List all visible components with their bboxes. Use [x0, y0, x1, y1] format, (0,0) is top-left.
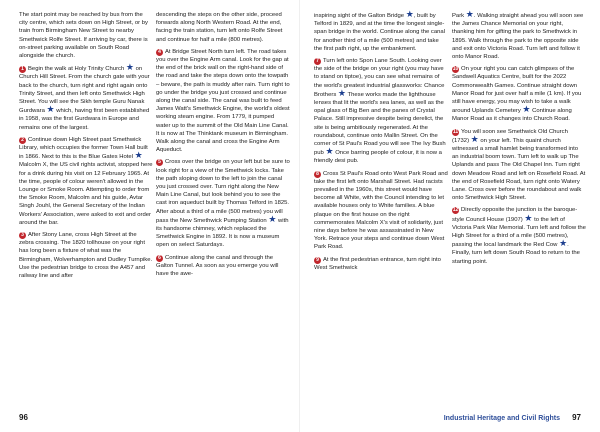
step-number-marker: 6: [156, 255, 163, 262]
step-number-marker: 3: [19, 232, 26, 239]
page-number-right: 97: [572, 413, 581, 422]
column-1: [19, 11, 153, 284]
step-number-marker: 5: [156, 159, 163, 166]
step-number-marker: 4: [156, 49, 163, 56]
right-page: [300, 0, 600, 432]
page-number-left: 96: [19, 413, 28, 422]
column-2: [156, 11, 290, 282]
star-icon: ★: [405, 9, 414, 19]
step-12: 12 Directly opposite the junction is the baroque-style Council House (1907) ★ to the left of Victoria Park War Memorial. Turn left and follow the High Street for a third of a mile (500 metres), passing the local landmark the Red Cow ★. Finally, turn left down South Road to return to the starting point.: [452, 207, 586, 265]
star-icon: ★: [268, 213, 277, 224]
star-icon: ★: [522, 104, 531, 115]
step-number-marker: 9: [314, 257, 321, 264]
intro-paragraph: The start point may be reached by bus from the city centre, which sets down on High Street, or by train from Birmingham New Street to nearby Smethwick Rolfe Street. If arriving by car, there is on-street parking available on South Road alongside the church.: [19, 12, 148, 60]
step-number-marker: 11: [452, 128, 459, 135]
step-1: 1 Begin the walk at Holy Trinity Church ★ on Church Hill Street. From the church gate with your back to the church, turn right and right again onto Trinity Street, and then left onto Smethwick High Street. You will see the Sikh temple Guru Nanak Gurdwara ★ which, having first been established in 1958, was the first Gurdwara in Europe and remains one of the largest.: [19, 62, 150, 131]
step-number-marker: 2: [19, 137, 26, 144]
step-3-continued: descending the steps on the other side, proceed forwards along North Western Road. At the end, facing the train station, turn left onto Rolfe Street and continue for half a mile (800 metres).: [156, 12, 283, 43]
step-2: 2 Continue down High Street past Smethwick Library, which occupies the former Town Hall built in 1866. Next to this is the Blue Gates Hotel ★ Malcolm X, the US civil rights activist, stopped here for a drink during his visit on 12 February 1965. At the time, people of colour weren't allowed in the Lounge or Smoke Room. Attempting to order from the Smoke Room, Malcolm and his guide, Avtar Singh Jouhl, the General Secretary of the Indian Workers' Association, were asked to exit and order around the bar.: [19, 136, 153, 226]
star-icon: ★: [524, 212, 533, 223]
star-icon: ★: [125, 62, 134, 73]
step-7: 7 Turn left onto Spon Lane South. Looking over the side of the bridge on your right (you may have to stand on tiptoe), you can see what remains of the world's greatest industrial glassworks: Chance Brothers ★ These works made the lighthouse lenses that lit the world's sea lanes, as well as the opal glass of Big Ben and the panes of Crystal Palace. Still impressive despite being derelict, the site is being ambitiously regenerated. At the roundabout, continue onto Mallin Street. On the corner of St Paul's Road you will see The Ivy Bush pub ★ Once barring people of colour, it is now a friendly desi pub.: [314, 58, 446, 165]
star-icon: ★: [559, 238, 568, 249]
step-number-marker: 1: [19, 66, 26, 73]
running-footer-title: Industrial Heritage and Civil Rights: [443, 415, 560, 422]
step-number-marker: 12: [452, 207, 459, 214]
step-6-continued: inspiring sight of the Galton Bridge ★, built by Telford in 1829, and at the time the longest single-span bridge in the world. Continue along the canal for another third of a mile (500 metres) and take the first path right, up the embankment.: [314, 9, 445, 52]
star-icon: ★: [470, 133, 479, 144]
step-8: 8 Cross St Paul's Road onto West Park Road and take the first left onto Marshall Street. Had racists prevailed in the 1960s, this street would have become all White, with the Council intending to let available houses only to White families. A blue plaque on the first house on the right commemorates Malcolm X's visit of solidarity, just nine days before he was assassinated in New York. Retrace your steps and continue down West Park Road.: [314, 170, 448, 251]
star-icon: ★: [465, 9, 474, 19]
star-icon: ★: [134, 150, 143, 161]
step-11: 11 You will soon see Smethwick Old Church (1732) ★ on your left. This quaint church witnessed a small hamlet being transformed into an industrial boom town. Turn left to walk up The Uplands and pass The Old Chapel Inn. Turn right down Meadow Road and left on Rosefield Road. At the end of Rosefield Road, turn right onto Watery Lane. Cross over before the roundabout and walk onto Smethwick High Street.: [452, 128, 586, 202]
step-number-marker: 7: [314, 58, 321, 65]
step-6: 6 Continue along the canal and through the Galton Tunnel. As soon as you emerge you will have the awe-: [156, 254, 279, 278]
step-number-marker: 10: [452, 66, 459, 73]
star-icon: ★: [46, 104, 55, 115]
step-5: 5 Cross over the bridge on your left but be sure to look right for a view of the Smethwick locks. Take the path sloping down to the left to join the canal you just crossed over. Turn right along the New Main Line Canal, but look behind you to see the cast iron aqueduct built by Thomas Telford in 1825. After about a third of a mile (500 metres) you will pass the New Smethwick Pumping Station ★ with its handsome chimney, which replaced the Smethwick Engine in 1892. It is now a museum open on select Saturdays.: [156, 159, 290, 249]
step-9-continued: Park ★. Walking straight ahead you will soon see the James Chance Memorial on your right, thanking him for gifting the park to Smethwick in 1895. Walk through the park to the opposite side and exit onto Victoria Road. Turn left and follow it onto Manor Road.: [452, 9, 584, 61]
star-icon: ★: [337, 87, 346, 98]
step-number-marker: 8: [314, 171, 321, 178]
column-4: [452, 11, 586, 270]
step-4: 4 At Bridge Street North turn left. The road takes you over the Engine Arm canal. Look for the gap at the end of the brick wall on the right-hand side of the road and take the steps down onto the towpath – beware, the path is muddy after rain. Turn right to go under the bridge you just crossed and continue along the canal side. The canal was built to feed James Watt's Smethwick Engine, the world's oldest working steam engine. From 1779, it pumped water up to the summit of the Old Main Line Canal. It is now at The Thinktank museum in Birmingham. Walk along the canal and cross the Engine Arm Aqueduct.: [156, 48, 290, 154]
step-10: 10 On your right you can catch glimpses of the Sandwell Aquatics Centre, built for the 2022 Commonwealth Games. Continue straight down Manor Road for just over half a mile (1 km). If you still have energy, you may wish to take a walk around Uplands Cemetery ★ Continue along Manor Road as it changes into Church Road.: [452, 66, 582, 123]
star-icon: ★: [325, 146, 334, 157]
step-9: 9 At the first pedestrian entrance, turn right into West Smethwick: [314, 256, 441, 271]
column-3: [314, 11, 448, 276]
step-3: 3 After Stony Lane, cross High Street at the zebra crossing. The 1820 tollhouse on your right has long been a fixture of what was the Birmingham, Wolverhampton and Dudley Turnpike. Use the pedestrian bridge to cross the A457 and railway line and after: [19, 232, 153, 280]
